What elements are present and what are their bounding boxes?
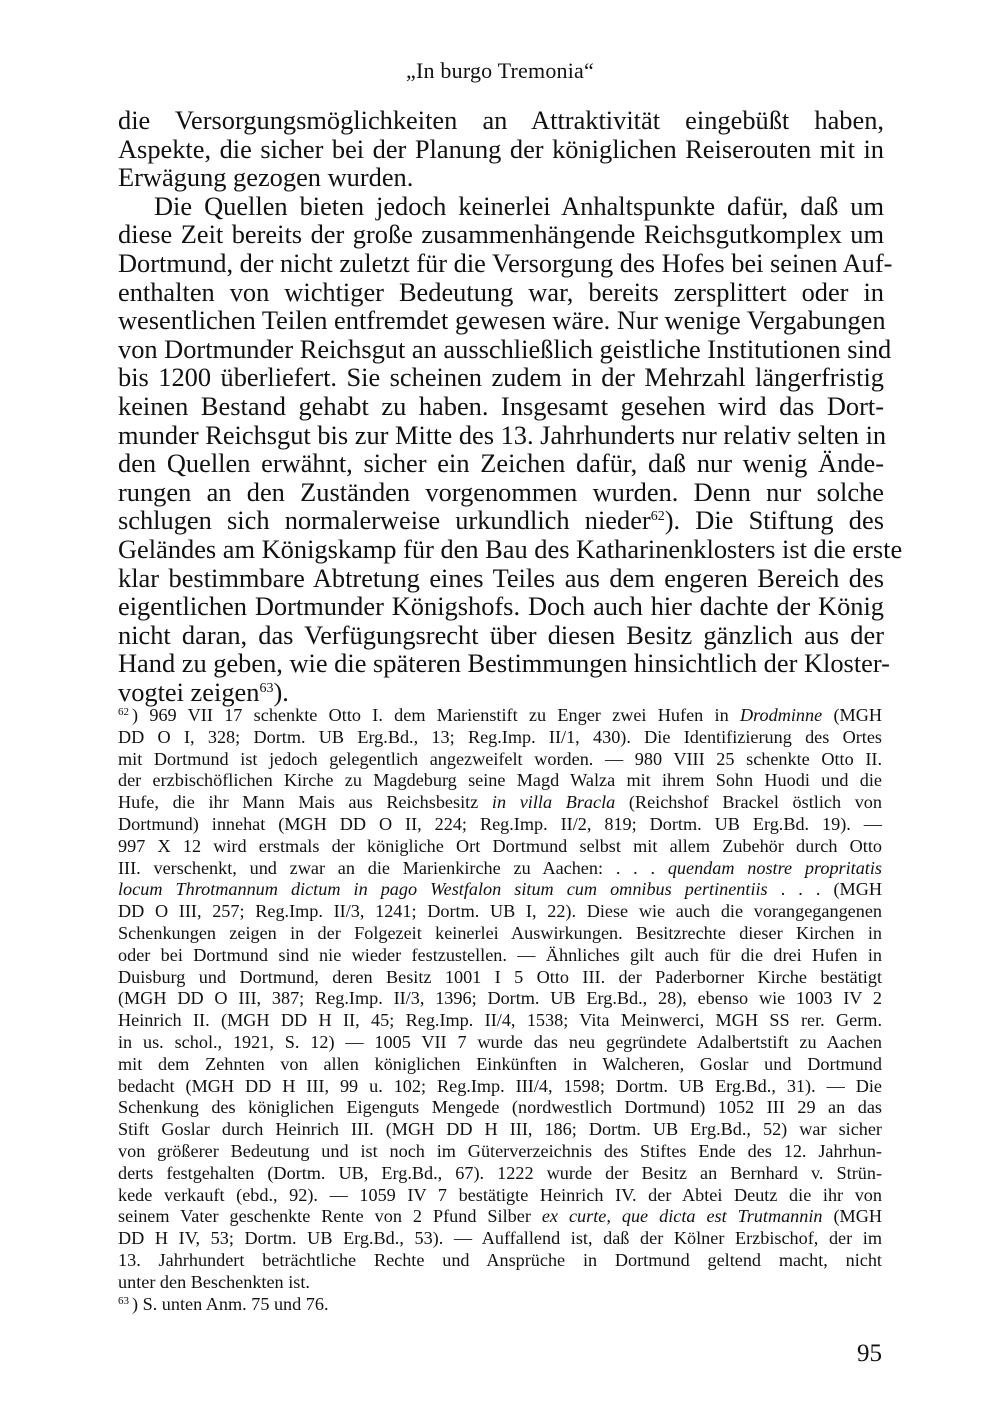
footnote-line: bedacht (MGH DD H III, 99 u. 102; Reg.Imp. III/4, 1598; Dortm. UB Erg.Bd., 31). — Die [118,1075,882,1096]
body-line: munder Reichsgut bis zur Mitte des 13. Jahrhunderts nur relativ selten in [118,419,887,450]
footnote-line: 997 X 12 wird erstmals der königliche Ort Dortmund selbst mit allem Zubehör durch Otto [118,835,882,856]
footnote-line: Schenkungen zeigen in der Folgezeit keinerlei Auswirkungen. Besitzrechte dieser Kirchen in [118,922,882,943]
footnote-line: mit Dortmund ist jedoch gelegentlich angezweifelt worden. — 980 VIII 25 schenkte Otto II. [118,748,882,769]
body-line: Hand zu geben, wie die späteren Bestimmungen hinsichtlich der Kloster- [118,648,890,679]
body-line: Dortmund, der nicht zuletzt für die Versorgung des Hofes bei seinen Auf- [118,247,893,278]
body-line: vogtei zeigen$^{63}$). [118,676,289,707]
footnote-marker: 63 [259,680,274,696]
body-line: schlugen sich normalerweise urkundlich nieder$^{62}$). Die Stiftung des [118,505,884,536]
footnote-line: oder bei Dortmund sind nie wieder festzustellen. — Ähnliches gilt auch für die drei Hufen in [118,944,882,965]
footnote-line: III. verschenkt, und zwar an die Marienkirche zu Aachen: . . . quendam nostre propritatis [118,857,882,878]
body-line: Erwägung gezogen wurden. [118,162,414,193]
body-line: den Quellen erwähnt, sicher ein Zeichen dafür, daß nur wenig Ände- [118,448,884,479]
footnote-marker: 62 [650,509,665,525]
body-line: bis 1200 überliefert. Sie scheinen zudem in der Mehrzahl längerfristig [118,362,884,393]
footnote-line: DD H IV, 53; Dortm. UB Erg.Bd., 53). — Auffallend ist, daß der Kölner Erzbischof, der im [118,1228,882,1249]
running-head: „In burgo Tremonia“ [406,58,594,83]
footnote-line: $^{63}$ ) S. unten Anm. 75 und 76. [118,1293,329,1314]
footnote-line: DD O I, 328; Dortm. UB Erg.Bd., 13; Reg.Imp. II/1, 430). Die Identifizierung des Ortes [118,726,882,747]
footnote-line: in us. schol., 1921, S. 12) — 1005 VII 7 wurde das neu gegründete Adalbertstift zu Aachen [118,1031,882,1052]
body-line: keinen Bestand gehabt zu haben. Insgesamt gesehen wird das Dort- [118,390,884,421]
footnote-line: Hufe, die ihr Mann Mais aus Reichsbesitz in villa Bracla (Reichshof Brackel östlich von [118,792,882,813]
footnote-line: von größerer Bedeutung und ist noch im Güterverzeichnis des Stiftes Ende des 12. Jahrhun- [118,1140,882,1161]
body-line: klar bestimmbare Abtretung eines Teiles aus dem engeren Bereich des [118,562,884,593]
footnote-line: mit dem Zehnten von allen königlichen Einkünften in Walcheren, Goslar und Dortmund [118,1053,882,1074]
footnotes [118,705,882,1315]
main-text [118,105,903,707]
body-line: die Versorgungsmöglichkeiten an Attraktivität eingebüßt haben, [118,105,884,135]
footnote-number: 63 [118,1294,129,1307]
footnote-line: (MGH DD O III, 387; Reg.Imp. II/3, 1396; Dortm. UB Erg.Bd., 28), ebenso wie 1003 IV 2 [118,988,882,1009]
body-line: wesentlichen Teilen entfremdet gewesen wäre. Nur wenige Vergabungen [118,305,886,336]
footnote-line: der erzbischöflichen Kirche zu Magdeburg seine Magd Walza mit ihrem Sohn Huodi und die [118,770,882,791]
body-line: nicht daran, das Verfügungsrecht über diesen Besitz gänzlich aus der [118,619,884,650]
footnote-line: $^{62}$ ) 969 VII 17 schenkte Otto I. dem Marienstift zu Enger zwei Hufen in Drodminne (MGH [118,705,882,725]
footnote-line: Stift Goslar durch Heinrich III. (MGH DD H III, 186; Dortm. UB Erg.Bd., 52) war sicher [118,1119,882,1140]
body-line: von Dortmunder Reichsgut an ausschließlich geistliche Institutionen sind [118,333,892,364]
footnote-line: DD O III, 257; Reg.Imp. II/3, 1241; Dortm. UB I, 22). Diese wie auch die vorangegangenen [118,901,882,922]
body-line: eigentlichen Dortmunder Königshofs. Doch auch hier dachte der König [118,591,884,622]
footnote-line: Duisburg und Dortmund, deren Besitz 1001 I 5 Otto III. der Paderborner Kirche bestätigt [118,966,882,987]
body-line: Aspekte, die sicher bei der Planung der königlichen Reiserouten mit in [118,133,884,164]
body-line: diese Zeit bereits der große zusammenhängende Reichsgutkomplex um [118,219,884,250]
footnote-line: Dortmund) innehat (MGH DD O II, 224; Reg.Imp. II/2, 819; Dortm. UB Erg.Bd. 19). — [118,813,882,834]
body-line: Geländes am Königskamp für den Bau des Katharinenklosters ist die erste [118,533,903,564]
footnote-line: derts festgehalten (Dortm. UB, Erg.Bd., 67). 1222 wurde der Besitz an Bernhard v. Strün- [118,1162,882,1183]
page-number: 95 [857,1340,882,1367]
footnote-line: locum Throtmannum dictum in pago Westfalon situm cum omnibus pertinentiis . . . (MGH [118,879,882,900]
footnote-line: unter den Beschenkten ist. [118,1271,310,1292]
footnote-line: Heinrich II. (MGH DD H II, 45; Reg.Imp. II/4, 1538; Vita Meinwerci, MGH SS rer. Germ. [118,1010,882,1031]
body-line: enthalten von wichtiger Bedeutung war, bereits zersplittert oder in [118,276,884,307]
footnote-line: 13. Jahrhundert beträchtliche Rechte und Ansprüche in Dortmund geltend macht, nicht [118,1249,882,1270]
body-line: rungen an den Zuständen vorgenommen wurden. Denn nur solche [118,476,884,507]
footnote-line: seinem Vater geschenkte Rente von 2 Pfund Silber ex curte, que dicta est Trutmannin (MGH [118,1206,883,1227]
footnote-line: Schenkung des königlichen Eigenguts Mengede (nordwestlich Dortmund) 1052 III 29 an das [118,1097,882,1118]
body-line: Die Quellen bieten jedoch keinerlei Anhaltspunkte dafür, daß um [154,190,884,221]
footnote-number: 62 [118,706,129,718]
footnote-line: kede verkauft (ebd., 92). — 1059 IV 7 bestätigte Heinrich IV. der Abtei Deutz die ihr von [118,1184,882,1205]
